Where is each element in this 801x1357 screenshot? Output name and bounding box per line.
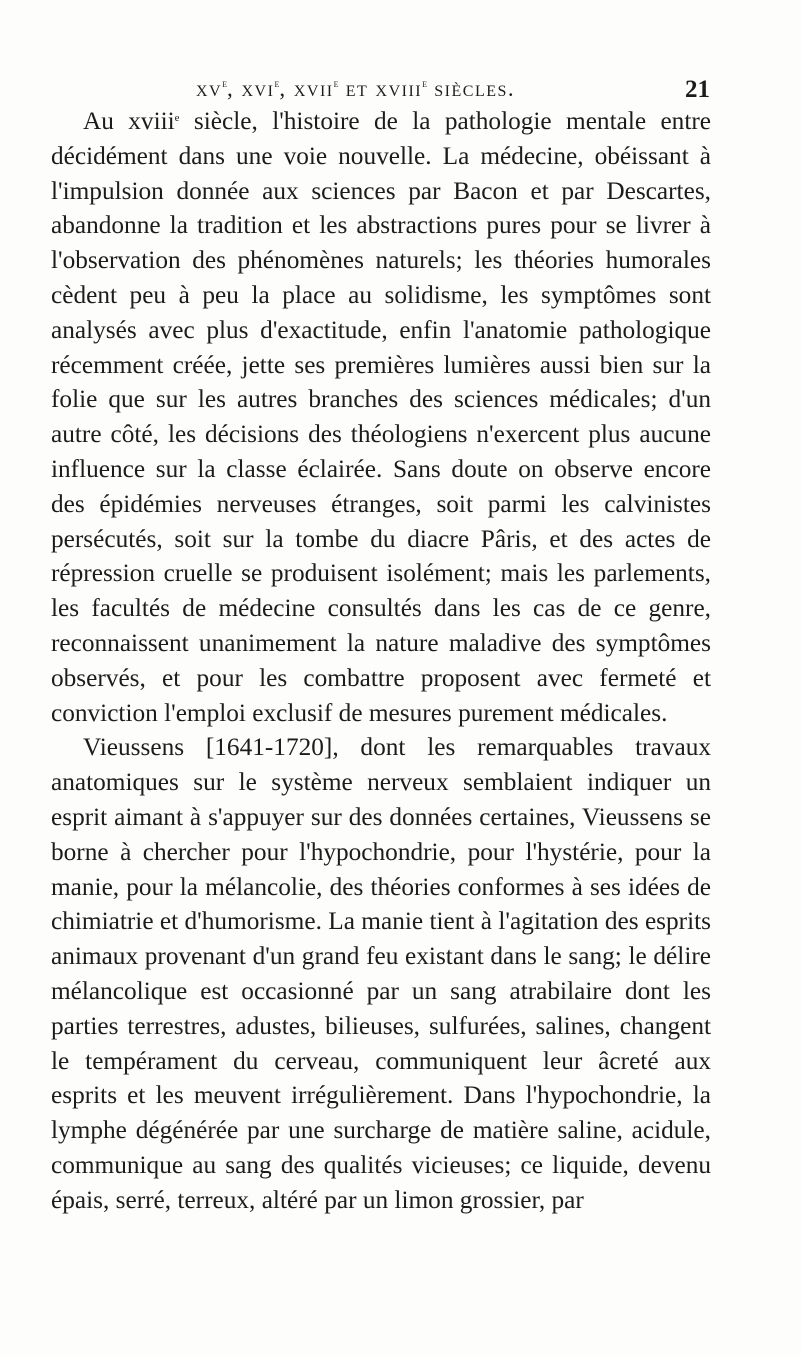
running-head-title: $xv^e$, xvi$^e$, xvii$^e$ et xviii$^e$ siècles. [196,76,516,101]
paragraph-1: Au xviii$^e$ siècle, l'histoire de la pathologie mentale entre décidément dans une voie nouvelle. La médecine, obéissant à l'impulsion donnée aux sciences par Bacon et par Descartes, abandonne la tradition et les abstractions pures pour se livrer à l'observation des phénomènes naturels; les théories humorales cèdent peu à peu la place au solidisme, les symptômes sont analysés avec plus d'exactitude, enfin l'anatomie pathologique récemment créée, jette ses premières lumières aussi bien sur la folie que sur les autres branches des sciences médicales; d'un autre côté, les décisions des théologiens n'exercent plus aucune influence sur la classe éclairée. Sans doute on observe encore des épidémies nerveuses étranges, soit parmi les calvinistes persécutés, soit sur la tombe du diacre Pâris, et des actes de répression cruelle se produisent isolément; mais les parlements, les facultés de médecine consultés dans les cas de ce genre, reconnaissent unanimement la nature maladive des symptômes observés, et pour les combattre proposent avec fermeté et conviction l'emploi exclusif de mesures purement médicales. [51,107,712,727]
paragraph-2: Vieussens [1641-1720], dont les remarquables travaux anatomiques sur le système nerveux semblaient indiquer un esprit aimant à s'appuyer sur des données certaines, Vieussens se borne à chercher pour l'hypochondrie, pour l'hystérie, pour la manie, pour la mélancolie, des théories conformes à ses idées de chimiatrie et d'humorisme. La manie tient à l'agitation des esprits animaux provenant d'un grand feu existant dans le sang; le délire mélancolique est occasionné par un sang atrabilaire dont les parties terrestres, adustes, bilieuses, sulfurées, salines, changent le tempérament du cerveau, communiquent leur âcreté aux esprits et les meuvent irrégulièrement. Dans l'hypochondrie, la lymphe dégénérée par une surcharge de matière saline, acidule, communique au sang des qualités vicieuses; ce liquide, devenu épais, serré, terreux, altéré par un limon grossier, par [51,733,711,1214]
body-text [51,104,711,1218]
page-number: 21 [685,76,710,103]
